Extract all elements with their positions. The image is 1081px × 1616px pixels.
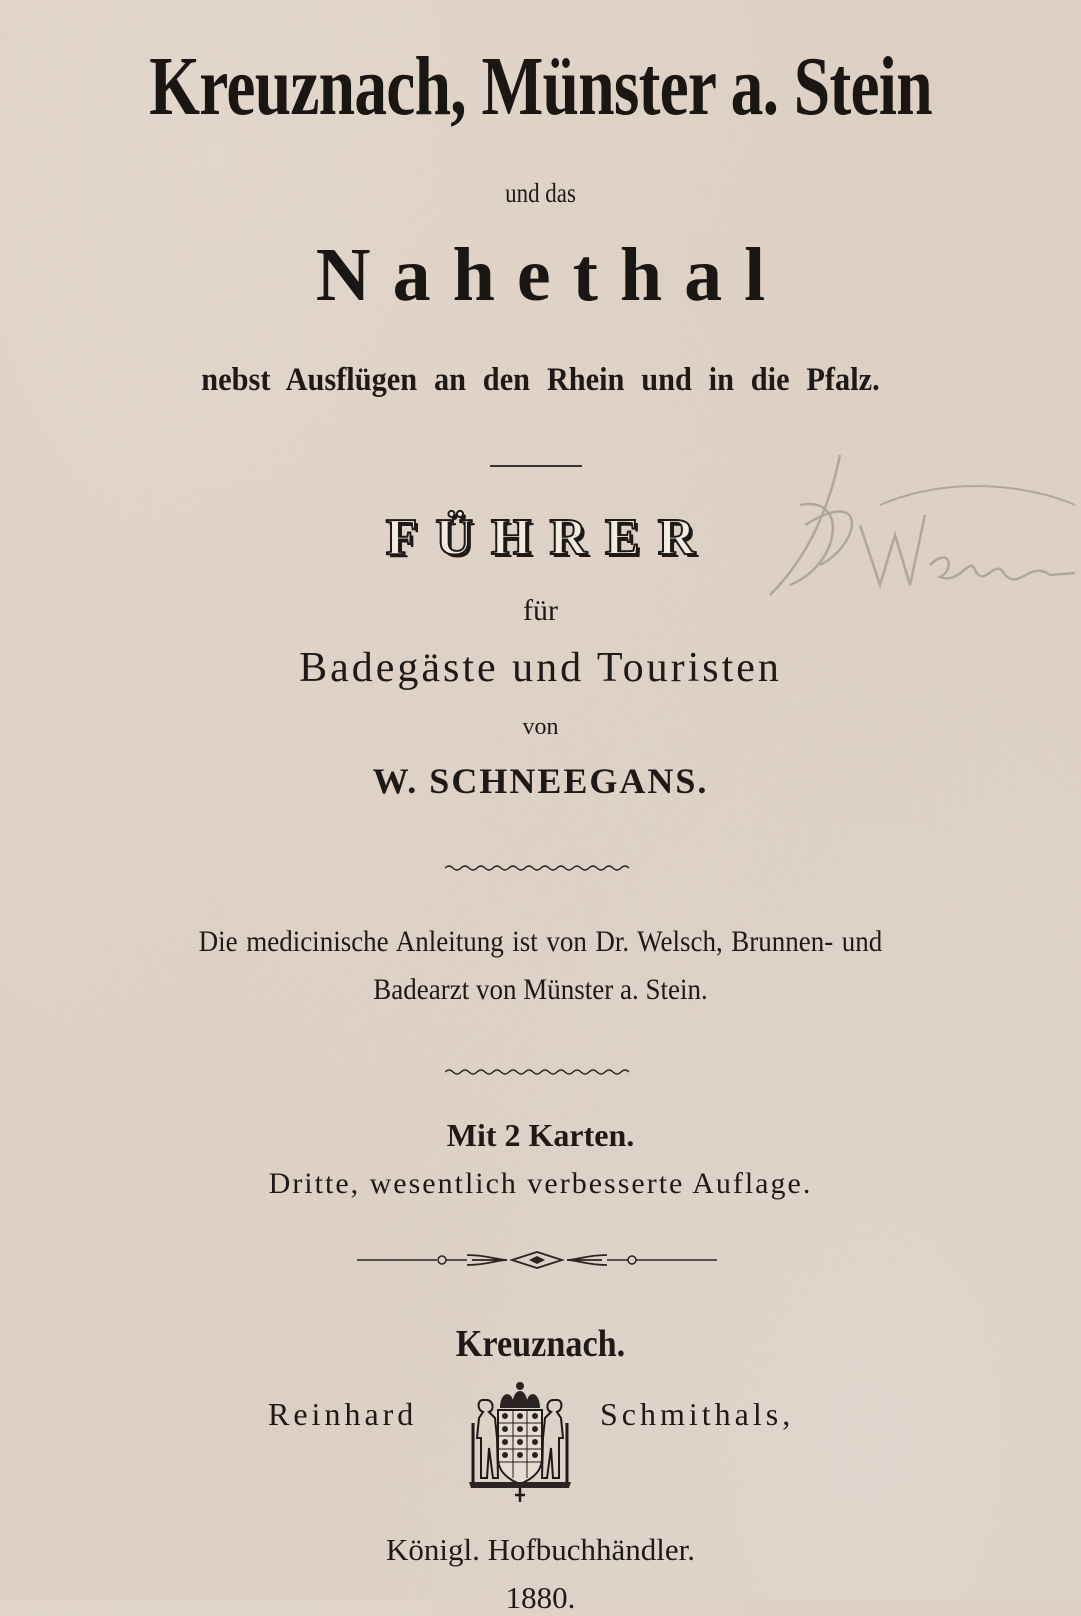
short-rule-divider bbox=[490, 465, 582, 467]
publisher-title: Königl. Hofbuchhändler. bbox=[385, 1532, 696, 1567]
wavy-rule-divider bbox=[445, 1066, 630, 1076]
book-subtitle: Nahethal bbox=[315, 233, 788, 317]
connector-text: und das bbox=[505, 178, 576, 208]
wavy-rule-divider bbox=[445, 862, 630, 872]
excursions-line: nebst Ausflügen an den Rhein und in die Pfalz. bbox=[201, 362, 880, 398]
for-text: für bbox=[523, 594, 558, 627]
maps-note: Mit 2 Karten. bbox=[446, 1117, 635, 1153]
decorative-divider-icon bbox=[357, 1250, 717, 1270]
publication-place: Kreuznach. bbox=[455, 1323, 626, 1365]
medical-note-line-1: Die medicinische Anleitung ist von Dr. Welsch, Brunnen- und bbox=[198, 925, 883, 958]
publisher-last-name: Schmithals, bbox=[600, 1396, 795, 1432]
publisher-first-name: Reinhard bbox=[268, 1396, 418, 1432]
author-name: W. SCHNEEGANS. bbox=[372, 761, 709, 801]
royal-coat-of-arms-icon bbox=[465, 1378, 575, 1503]
book-title: Kreuznach, Münster a. Stein bbox=[149, 40, 932, 133]
genre-heading: FÜHRER bbox=[385, 509, 714, 566]
audience-line: Badegäste und Touristen bbox=[299, 645, 782, 691]
publication-year: 1880. bbox=[505, 1580, 576, 1615]
edition-note: Dritte, wesentlich verbesserte Auflage. bbox=[268, 1167, 813, 1200]
medical-note-line-2: Badearzt von Münster a. Stein. bbox=[373, 973, 708, 1006]
by-text: von bbox=[522, 714, 559, 740]
